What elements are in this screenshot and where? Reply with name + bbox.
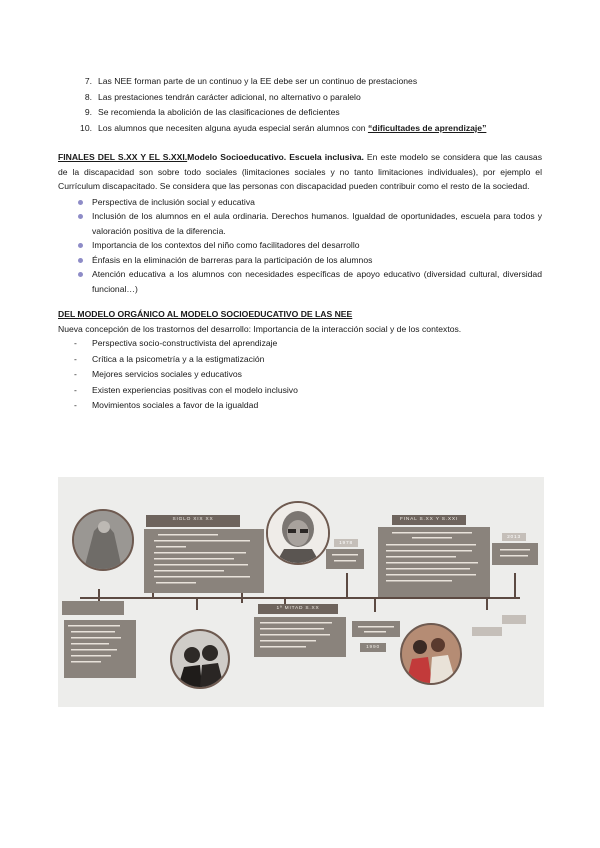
tag-2013: 2013 [502,533,526,541]
timeline-tick [196,598,198,610]
timeline-tag [472,627,502,636]
bullet-icon [78,214,83,219]
timeline-axis [80,597,520,599]
portrait-photo [266,501,330,565]
bullet-list [58,195,542,297]
item-text: Los alumnos que necesiten alguna ayuda especial serán alumnos con [98,122,368,133]
tag-finales-xx: FINAL S.XX Y S.XXI [392,515,466,525]
text-lines-icon [496,546,534,562]
section-text: En este modelo se considera que las causas de la discapacidad son sobre todo sociales (limitaciones sociales y no tanto limitaciones individuales), por ejemplo el Currículum discapacitado. Se considera que las personas con discapacidad pueden contribuir como el resto de la sociedad. [58,152,542,191]
tag-1990: 1990 [360,643,386,652]
tag-mitad-xx: 1ª MITAD S.XX [258,604,338,614]
classroom-image-icon [402,625,460,683]
list-item [74,90,544,106]
timeline-text-box [492,543,538,565]
timeline-text-box [352,621,400,637]
tag-1978: 1978 [334,539,358,547]
section-heading: FINALES DEL S.XX Y EL S.XXI. [58,152,188,162]
dash-icon: - [74,400,77,410]
numbered-list [74,74,544,136]
timeline-text-box [254,617,346,657]
historic-photo [72,509,134,571]
bullet-icon [78,272,83,277]
timeline-text-box [64,620,136,678]
dash-text: Mejores servicios sociales y educativos [92,369,242,379]
bullet-text: Importancia de los contextos del niño como facilitadores del desarrollo [92,240,360,250]
timeline-tick [486,598,488,610]
dash-text: Existen experiencias positivas con el modelo inclusivo [92,384,298,395]
section-title: DEL MODELO ORGÁNICO AL MODELO SOCIOEDUCATIVO DE LAS NEE [58,309,353,319]
timeline-tick [346,573,348,597]
section-intro: Nueva concepción de los trastornos del desarrollo: Importancia de la interacción social y de los contextos. [58,324,462,334]
bullet-text: Perspectiva de inclusión social y educativa [92,196,255,207]
text-lines-icon [382,530,486,592]
classroom-photo [400,623,462,685]
bullet-text: Énfasis en la eliminación de barreras para la participación de los alumnos [92,254,373,265]
bullet-item [58,209,542,238]
section-bold-lead: Modelo Socioeducativo. Escuela inclusiva. [187,152,364,162]
item-number: 9. [84,107,92,117]
bullet-item [58,253,542,268]
item-number: 7. [84,76,92,86]
list-item [74,121,544,137]
timeline-tag [502,615,526,624]
item-emphasis: “dificultades de aprendizaje” [367,122,487,133]
item-text: Las prestaciones tendrán carácter adicional, no alternativo o paralelo [98,91,361,102]
group-photo [170,629,230,689]
item-number: 8. [84,91,92,102]
text-lines-icon [356,624,396,634]
dash-text: Movimientos sociales a favor de la igualdad [92,400,259,410]
dash-item [58,383,542,399]
section-organico [58,307,542,414]
item-number: 10. [80,122,92,133]
dash-icon: - [74,384,77,395]
bullet-icon [78,200,83,205]
item-text: Las NEE forman parte de un continuo y la EE debe ser un continuo de prestaciones [98,76,418,86]
dash-icon: - [74,353,77,364]
timeline-infographic [58,477,544,707]
dash-text: Perspectiva socio-constructivista del aprendizaje [92,338,278,348]
people-image-icon [172,631,228,687]
text-lines-icon [148,532,258,588]
dash-text: Crítica a la psicometría y a la estigmatización [92,353,265,364]
timeline-tick [514,573,516,597]
bullet-item [58,195,542,210]
bullet-text: Inclusión de los alumnos en el aula ordinaria. Derechos humanos. Igualdad de oportunidades, escuela para todos y valoración positiva de la diferencia. [92,211,542,236]
text-lines-icon [330,552,360,566]
dash-item [58,352,542,368]
section-socioeducativo [58,150,542,296]
text-lines-icon [258,620,342,652]
dash-item [58,336,542,352]
bullet-item [58,238,542,253]
bullet-icon [78,258,83,263]
dash-item [58,398,542,414]
section-paragraph [58,150,542,194]
timeline-text-box [378,527,490,597]
bullet-text: Atención educativa a los alumnos con necesidades específicas de apoyo educativo (diversidad cultural, diversidad funcional…) [92,269,542,294]
dash-icon: - [74,338,77,348]
bullet-icon [78,243,83,248]
dash-list [58,336,542,414]
timeline-tag [62,601,124,615]
dash-icon: - [74,369,77,379]
dash-item [58,367,542,383]
tag-siglo: SIGLO XIX XX [146,515,240,527]
statue-image-icon [74,511,132,569]
timeline-text-box [326,549,364,569]
text-lines-icon [68,623,128,671]
list-item [74,74,544,90]
timeline-text-box [144,529,264,593]
bullet-item [58,267,542,296]
list-item [74,105,544,121]
item-text: Se recomienda la abolición de las clasificaciones de deficientes [98,107,340,117]
timeline-tick [374,598,376,612]
portrait-image-icon [268,503,328,563]
